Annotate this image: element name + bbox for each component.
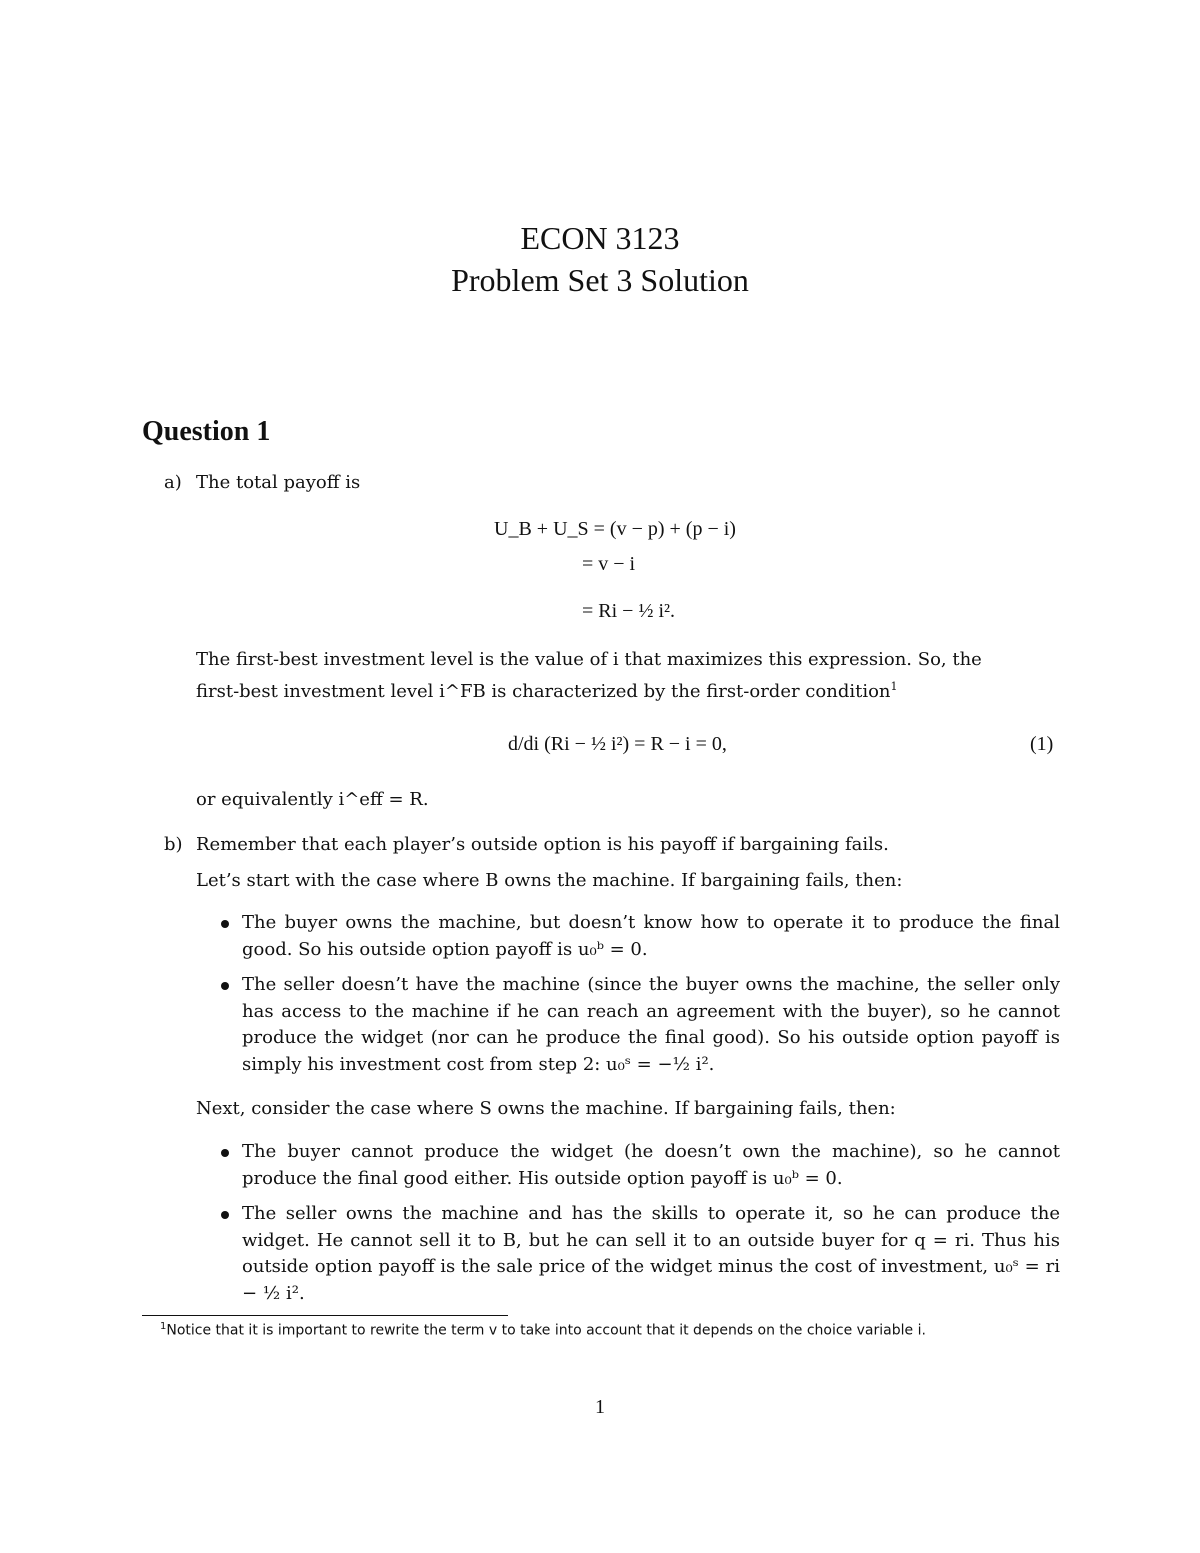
part-a-paragraph-line-2 [196,674,898,705]
footnote-reference: 1 [890,680,898,693]
equation-line-1 [494,518,736,541]
bullet-icon [221,1211,229,1219]
buyer-owns-case: Let’s start with the case where B owns the machine. If bargaining fails, then: [196,870,903,891]
part-b-intro: Remember that each player’s outside option is his payoff if bargaining fails. [196,834,889,855]
course-code: ECON 3123 [520,220,680,256]
equation-line-3: = Ri − ½ i². [582,600,676,622]
bullet-icon [221,982,229,990]
paragraph-line-2-text: first-best investment level i^FB is characterized by the first-order condition [196,681,891,702]
part-a-label: a) [164,472,182,493]
seller-owns-case: Next, consider the case where S owns the machine. If bargaining fails, then: [196,1098,896,1119]
document-title: Problem Set 3 Solution [451,262,749,298]
footnote-mark: 1 [160,1321,167,1332]
question-heading: Question 1 [142,416,271,447]
equation-line-1-text: U_B + U_S = (v − p) + (p − i) [494,518,736,540]
first-order-condition: d/di (Ri − ½ i²) = R − i = 0, [508,733,727,755]
footnote-text: Notice that it is important to rewrite the term v to take into account that it depends on the choice variable i. [166,1322,926,1339]
footnote-divider [142,1315,508,1316]
bullet-icon [221,1149,229,1157]
part-a-intro: The total payoff is [196,472,361,493]
list-item-seller-owns-seller: The seller owns the machine and has the skills to operate it, so he can produce the widget. He cannot sell it to B, but he can sell it to an outside buyer for q = ri. Thus his outside option payoff is the sale price of the widget minus the cost of investment, u₀ˢ = ri − ½ i². [242,1203,1060,1304]
list-item-buyer-owns-buyer: The buyer owns the machine, but doesn’t know how to operate it to produce the final good. So his outside option payoff is u₀ᵇ = 0. [242,912,1060,960]
list-item-seller-owns-buyer: The buyer cannot produce the widget (he doesn’t own the machine), so he cannot produce the final good either. His outside option payoff is u₀ᵇ = 0. [242,1141,1060,1189]
footnote [160,1321,926,1339]
bullet-icon [221,920,229,928]
equation-number: (1) [1030,733,1054,755]
page-number: 1 [595,1396,605,1418]
list-item-buyer-owns-seller: The seller doesn’t have the machine (since the buyer owns the machine, the seller only has access to the machine if he can reach an agreement with the buyer), so he cannot produce the widget (nor can he produce the final good). So his outside option payoff is simply his investment cost from step 2: u₀ˢ = −½ i². [242,974,1060,1075]
part-a-paragraph-line-1: The first-best investment level is the value of i that maximizes this expression. So, the [196,649,982,670]
part-b-label: b) [164,834,183,855]
equation-line-2: = v − i [582,553,636,575]
equivalence-statement: or equivalently i^eff = R. [196,789,429,810]
